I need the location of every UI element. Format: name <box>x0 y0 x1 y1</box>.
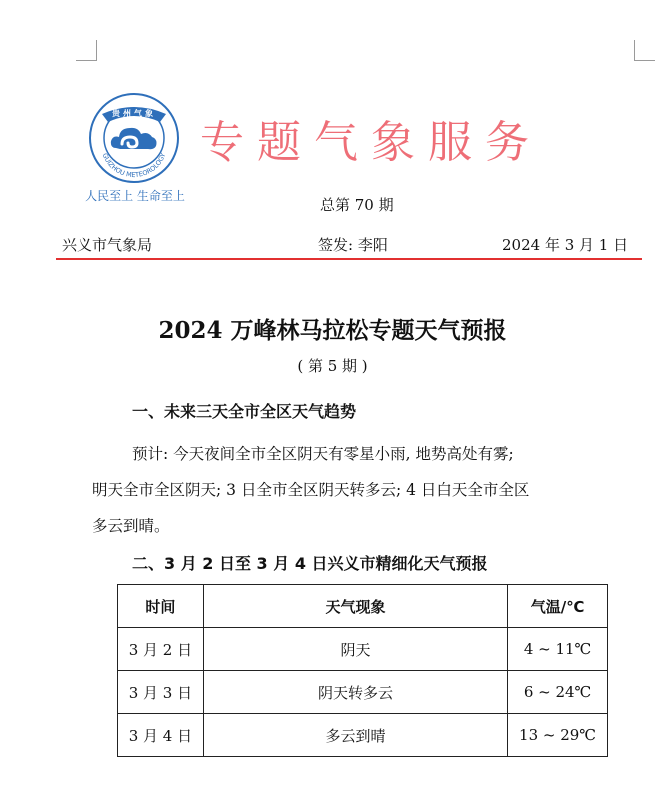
forecast-table <box>117 584 608 757</box>
cell-time: 3 月 4 日 <box>118 714 204 757</box>
cell-temperature: 6 ~ 24℃ <box>508 671 608 714</box>
section-heading-trend: 一、未来三天全市全区天气趋势 <box>132 402 357 421</box>
issuing-organization: 兴义市气象局 <box>62 236 153 254</box>
banner-title: 专题气象服务 <box>200 117 542 168</box>
header-weather: 天气现象 <box>203 585 507 628</box>
table-row <box>118 628 608 671</box>
issue-date: 2024 年 3 月 1 日 <box>502 236 629 254</box>
guizhou-meteorology-logo <box>88 92 180 184</box>
paragraph-line: 预计: 今天夜间全市全区阴天有零星小雨, 地势高处有雾; <box>132 445 514 463</box>
document-subtitle: ( 第 5 期 ) <box>297 357 368 375</box>
table-row <box>118 714 608 757</box>
table-header-row <box>118 585 608 628</box>
header-divider <box>56 258 642 260</box>
paragraph-line: 多云到晴。 <box>92 517 170 535</box>
table-row <box>118 671 608 714</box>
cell-time: 3 月 3 日 <box>118 671 204 714</box>
signed-by: 签发: 李阳 <box>318 236 388 254</box>
forecast-paragraph <box>92 436 640 544</box>
paragraph-line: 明天全市全区阴天; 3 日全市全区阴天转多云; 4 日白天全市全区 <box>92 481 530 499</box>
cell-weather: 多云到晴 <box>203 714 507 757</box>
motto: 人民至上 生命至上 <box>85 189 185 203</box>
cell-temperature: 13 ~ 29℃ <box>508 714 608 757</box>
header-time: 时间 <box>118 585 204 628</box>
logo-top-text: 贵州气象 <box>112 109 156 118</box>
header-temperature: 气温/℃ <box>508 585 608 628</box>
crop-mark-top-left <box>76 40 97 61</box>
cell-time: 3 月 2 日 <box>118 628 204 671</box>
cell-temperature: 4 ~ 11℃ <box>508 628 608 671</box>
document-title: 2024 万峰林马拉松专题天气预报 <box>158 317 507 344</box>
crop-mark-top-right <box>634 40 655 61</box>
cell-weather: 阴天转多云 <box>203 671 507 714</box>
issue-total: 总第 70 期 <box>320 196 394 214</box>
section-heading-detailed: 二、3 月 2 日至 3 月 4 日兴义市精细化天气预报 <box>132 554 488 573</box>
logo-ring-text: GUIZHOU METEOROLOGY <box>100 151 168 180</box>
cell-weather: 阴天 <box>203 628 507 671</box>
